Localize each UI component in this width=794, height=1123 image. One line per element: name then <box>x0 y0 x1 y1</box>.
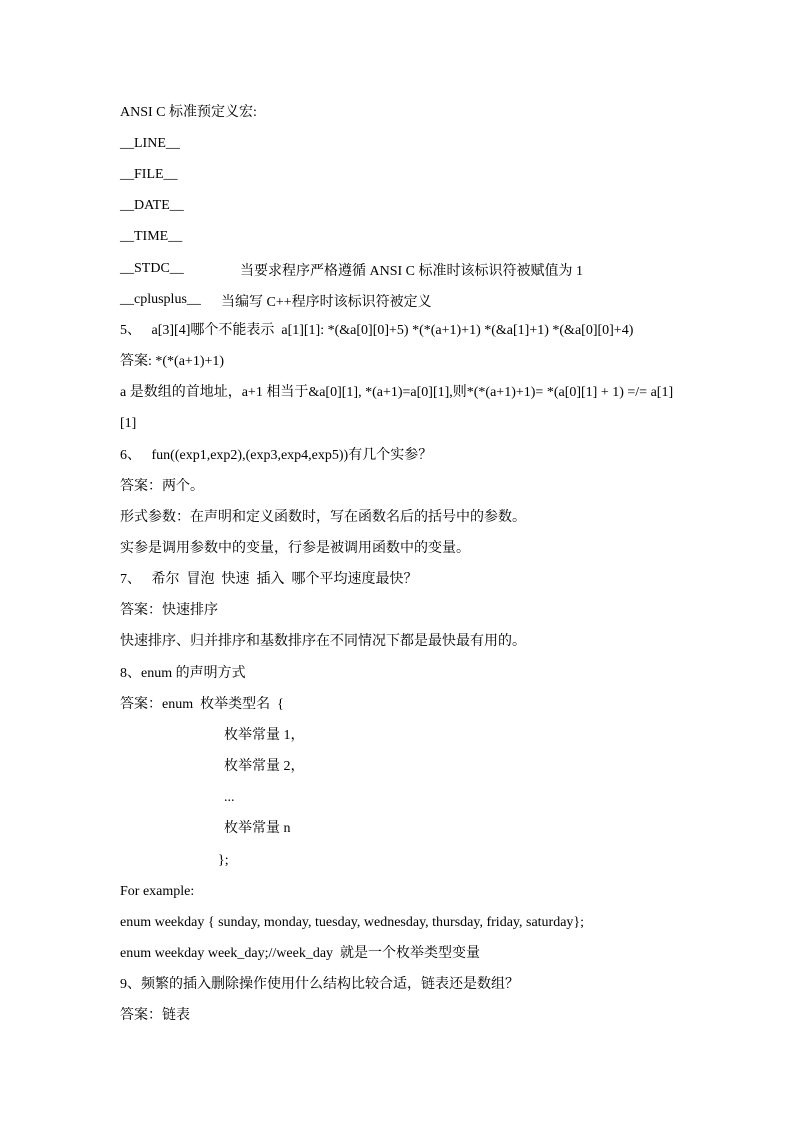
macro-stdc: __STDC__ <box>120 261 184 276</box>
heading-ansi-macros: ANSI C 标准预定义宏: <box>120 105 257 120</box>
enum-close: }; <box>218 853 229 868</box>
answer-6: 答案：两个。 <box>120 479 204 494</box>
example-label: For example: <box>120 884 195 899</box>
enum-ellipsis: ... <box>224 790 235 805</box>
macro-line: __LINE__ <box>120 136 180 151</box>
question-8: 8、enum 的声明方式 <box>120 666 246 681</box>
explanation-5-cont: [1] <box>120 416 137 431</box>
example-enum-decl: enum weekday { sunday, monday, tuesday, wednesday, thursday, friday, saturday}; <box>120 915 585 930</box>
explanation-7: 快速排序、归并排序和基数排序在不同情况下都是最快最有用的。 <box>120 634 526 649</box>
explanation-6a: 形式参数：在声明和定义函数时，写在函数名后的括号中的参数。 <box>120 510 526 525</box>
macro-time: __TIME__ <box>120 229 183 244</box>
enum-constant-1: 枚举常量 1， <box>224 728 305 743</box>
answer-9: 答案：链表 <box>120 1008 190 1023</box>
explanation-6b: 实参是调用参数中的变量，行参是被调用函数中的变量。 <box>120 541 470 556</box>
question-7: 7、 希尔 冒泡 快速 插入 哪个平均速度最快？ <box>120 572 418 587</box>
enum-constant-n: 枚举常量 n <box>224 821 291 836</box>
macro-cplusplus: __cplusplus__ <box>120 292 201 307</box>
macro-file: __FILE__ <box>120 167 178 182</box>
macro-date: __DATE__ <box>120 198 184 213</box>
example-enum-var: enum weekday week_day;//week_day 就是一个枚举类型变量 <box>120 946 481 961</box>
enum-constant-2: 枚举常量 2， <box>224 759 305 774</box>
question-6: 6、 fun((exp1,exp2),(exp3,exp4,exp5))有几个实参？ <box>120 448 433 463</box>
answer-5: 答案: *(*(a+1)+1) <box>120 354 225 369</box>
answer-8: 答案：enum 枚举类型名 { <box>120 697 284 712</box>
explanation-5: a 是数组的首地址，a+1 相当于&a[0][1], *(a+1)=a[0][1],则*(*(a+1)+1)= *(a[0][1] + 1) =/= a[1] <box>120 385 674 400</box>
macro-stdc-desc: 当要求程序严格遵循 ANSI C 标准时该标识符被赋值为 1 <box>240 264 584 279</box>
answer-7: 答案：快速排序 <box>120 603 218 618</box>
question-9: 9、频繁的插入删除操作使用什么结构比较合适，链表还是数组？ <box>120 977 519 992</box>
macro-cplusplus-desc: 当编写 C++程序时该标识符被定义 <box>221 295 432 310</box>
question-5: 5、 a[3][4]哪个不能表示 a[1][1]: *(&a[0][0]+5) *(*(a+1)+1) *(&a[1]+1) *(&a[0][0]+4) <box>120 323 634 338</box>
